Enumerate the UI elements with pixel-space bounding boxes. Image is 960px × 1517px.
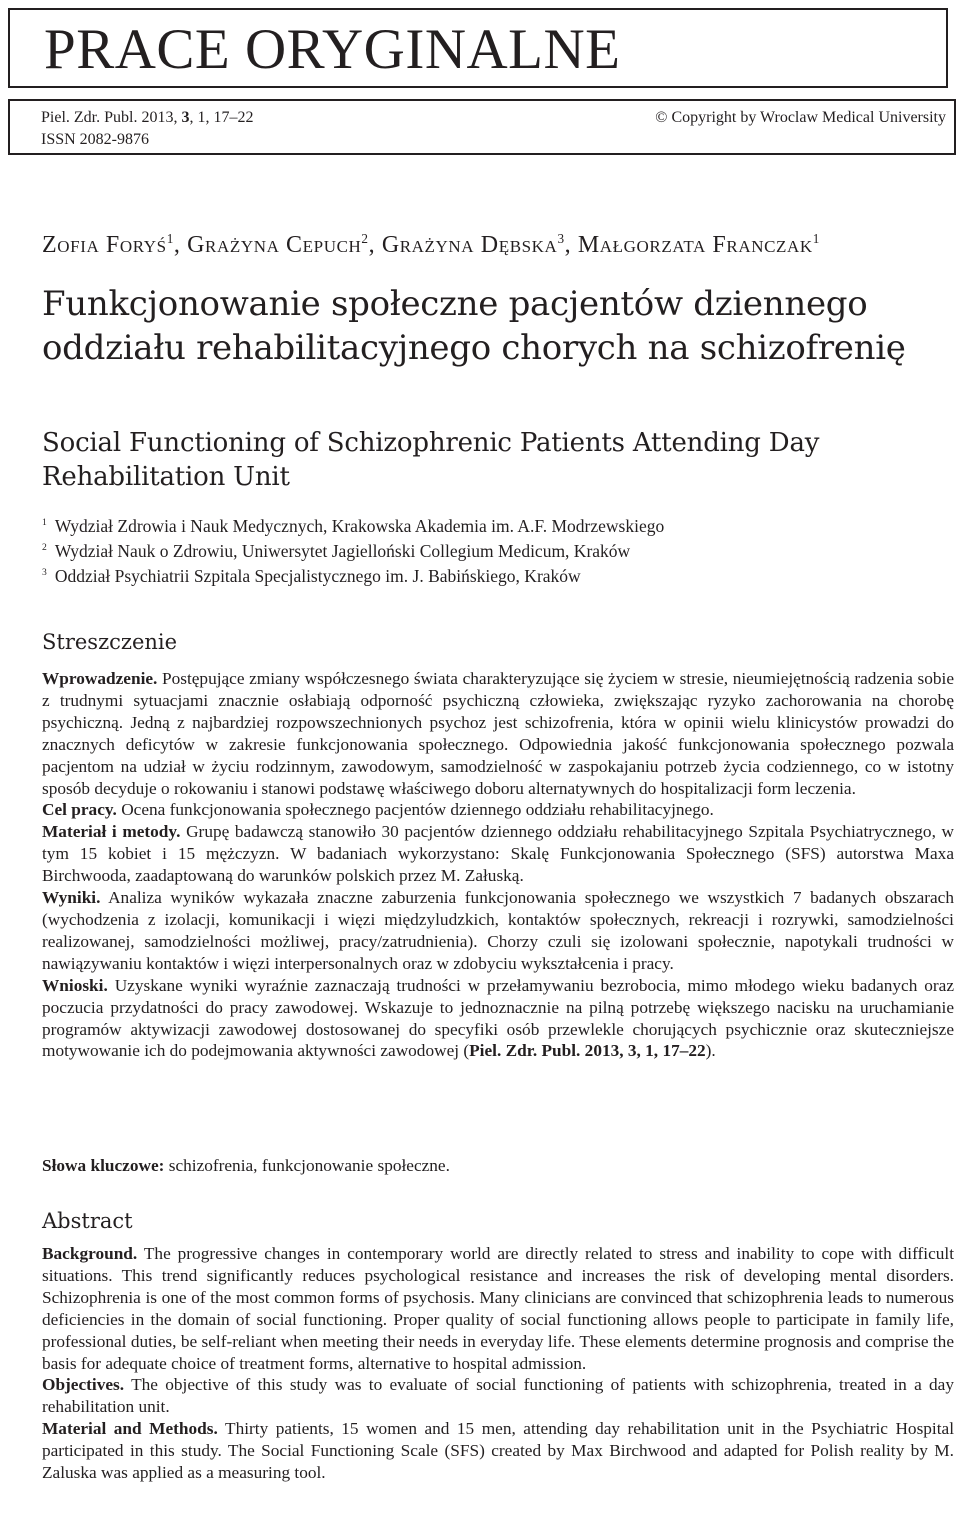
paragraph-background: Background. The progressive changes in contemporary world are directly related to stress and inability to cope with difficult situations. This trend significantly reduces psychological resistance and increases the risk of developing mental disorders. Schizophrenia is one of the most common forms of psychosis. Many clinicians are convinced that schizophrenia leads to numerous deficiencies in the domain of social functioning. Proper quality of social functioning allows people to participate in family life, professional duties, be self-reliant when meeting their needs in everyday life. These elements determine prognosis and comprise the basis for adequate choice of treatment forms, alternative to hospital admission. — [42, 1244, 954, 1373]
paragraph-objectives: Objectives. The objective of this study was to evaluate of social functioning of patients with schizophrenia, treated in a day rehabilitation unit. — [42, 1375, 954, 1417]
author: Grażyna Cepuch$^2$ — [187, 231, 369, 258]
author: Grażyna Dębska$^3$ — [381, 231, 565, 258]
copyright: © Copyright by Wroclaw Medical University — [655, 109, 946, 126]
section-banner — [8, 8, 948, 88]
article-title-polish: Funkcjonowanie społeczne pacjentów dziennego oddziału rehabilitacyjnego chorych na schizofrenię — [42, 284, 906, 368]
streszczenie-body — [42, 668, 954, 1062]
paragraph-conclusions: Wnioski. Uzyskane wyniki wyraźnie zaznaczają trudności w przełamywaniu bezrobocia, mimo młodego wieku badanych oraz poczucia przydatności do pracy zawodowej. Wskazuje to jednoznacznie na pilną potrzebę większego nacisku na uruchamianie programów aktywizacji zawodowej dostosowanej do specyfiki osób przewlekle chorujących psychicznie oraz skuteczniejsze motywowanie ich do podejmowania aktywności zawodowej (Piel. Zdr. Publ. 2013, 3, 1, 17–22). — [42, 975, 954, 1061]
author: Małgorzata Franczak$^1$ — [577, 231, 820, 258]
article-title-english: Social Functioning of Schizophrenic Patients Attending Day Rehabilitation Unit — [42, 428, 820, 492]
affiliation: $^3$ Oddział Psychiatrii Szpitala Specjalistycznego im. J. Babińskiego, Kraków — [42, 566, 581, 586]
author: Zofia Foryś$^1$ — [42, 231, 174, 258]
streszczenie-heading: Streszczenie — [42, 630, 178, 654]
journal-citation: Piel. Zdr. Publ. 2013, 3, 1, 17–22 — [41, 109, 254, 126]
issn: ISSN 2082-9876 — [41, 131, 150, 148]
affiliations — [42, 514, 942, 589]
journal-meta — [8, 99, 956, 155]
affiliation: $^2$ Wydział Nauk o Zdrowiu, Uniwersytet Jagielloński Collegium Medicum, Kraków — [42, 541, 631, 561]
paragraph-results: Wyniki. Analiza wyników wykazała znaczne zaburzenia funkcjonowania społecznego we wszystkich 7 badanych obszarach (wychodzenia z izolacji, komunikacji i więzi międzyludzkich, kontaktów społecznych, rekreacji i rozrywki, samodzielności realizowanej, samodzielności możliwej, pracy/zatrudnienia). Chorzy czuli się izolowani społecznie, napotykali trudności w nawiązywaniu kontaktów i więzi interpersonalnych oraz w zdobyciu wykształcenia i pracy. — [42, 888, 954, 973]
paragraph-introduction: Wprowadzenie. Postępujące zmiany współczesnego świata charakteryzujące się życiem w stresie, nieumiejętnością radzenia sobie z trudnymi sytuacjami znacznie osłabiają odporność psychiczną człowieka, zwiększając ryzyko zachorowania na chorobę psychiczną. Jedną z najbardziej rozpowszechnionych psychoz jest schizofrenia, która w opinii wielu klinicystów prowadzi do znacznych deficytów w zakresie funkcjonowania społecznego. Odpowiednia jakość funkcjonowania społecznego pozwala pacjentom na udział w życiu rodzinnym, zawodowym, samodzielność w zaspokajaniu potrzeb życia codziennego, co w istotny sposób decyduje o rokowaniu i stanowi podstawę właściwego doboru alternatywnych do hospitalizacji form leczenia. — [42, 669, 954, 798]
paragraph-material-methods: Material and Methods. Thirty patients, 15 women and 15 men, attending day rehabilitation unit in the Psychiatric Hospital participated in this study. The Social Functioning Scale (SFS) created by Max Birchwood and adapted for Polish reality by M. Zaluska was applied as a measuring tool. — [42, 1419, 955, 1483]
section-title: PRACE ORYGINALNE — [44, 18, 621, 81]
paragraph-methods: Materiał i metody. Grupę badawczą stanowiło 30 pacjentów dziennego oddziału rehabilitacyjnego Szpitala Psychiatrycznego, w tym 15 kobiet i 15 mężczyzn. W badaniach wykorzystano: Skalę Funkcjonowania Społecznego (SFS) autorstwa Maxa Birchwooda, zaadaptowaną do warunków polskich przez M. Załuską. — [42, 822, 954, 886]
abstract-body — [42, 1243, 954, 1484]
abstract-heading: Abstract — [42, 1209, 133, 1233]
keywords: Słowa kluczowe: schizofrenia, funkcjonowanie społeczne. — [42, 1156, 450, 1175]
paragraph-aim: Cel pracy. Ocena funkcjonowania społecznego pacjentów dziennego oddziału rehabilitacyjnego. — [42, 800, 714, 820]
author-list: Zofia Foryś$^1$, Grażyna Cepuch$^2$, Grażyna Dębska$^3$, Małgorzata Franczak$^1$ — [42, 231, 820, 258]
affiliation: $^1$ Wydział Zdrowia i Nauk Medycznych, Krakowska Akademia im. A.F. Modrzewskiego — [42, 516, 665, 536]
